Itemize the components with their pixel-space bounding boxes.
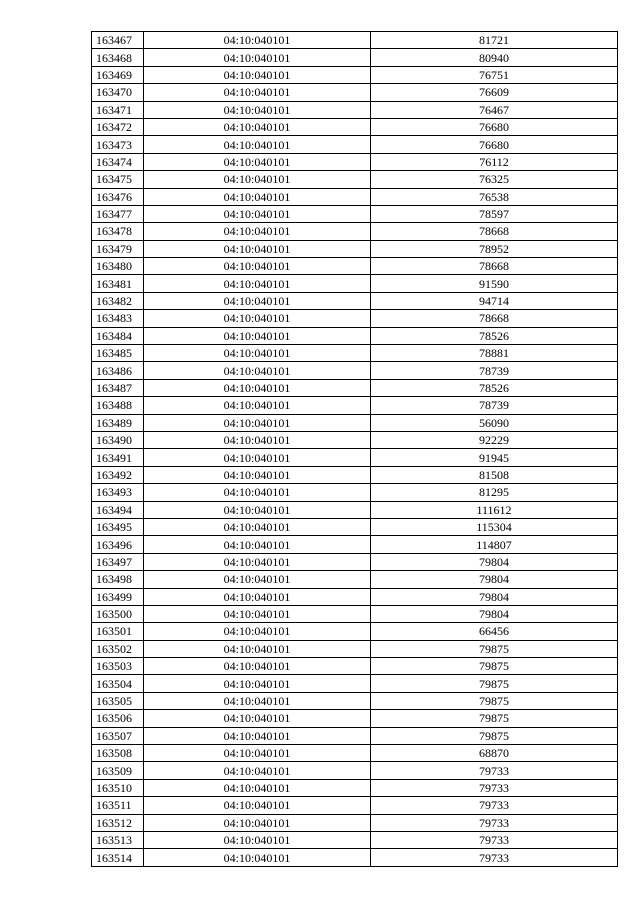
table-row — [92, 171, 618, 188]
table-row — [92, 762, 618, 779]
code-cell: 04:10:040101 — [144, 484, 371, 501]
row-id-cell: 163467 — [92, 32, 144, 49]
value-cell: 79875 — [371, 658, 618, 675]
value-cell: 79804 — [371, 571, 618, 588]
table-row — [92, 32, 618, 49]
code-cell: 04:10:040101 — [144, 136, 371, 153]
value-cell: 115304 — [371, 518, 618, 535]
value-cell: 78668 — [371, 258, 618, 275]
table-row — [92, 362, 618, 379]
table-row — [92, 327, 618, 344]
row-id-cell: 163485 — [92, 345, 144, 362]
row-id-cell: 163498 — [92, 571, 144, 588]
row-id-cell: 163507 — [92, 727, 144, 744]
row-id-cell: 163509 — [92, 762, 144, 779]
row-id-cell: 163511 — [92, 797, 144, 814]
table-row — [92, 640, 618, 657]
row-id-cell: 163495 — [92, 518, 144, 535]
table-row — [92, 605, 618, 622]
value-cell: 78739 — [371, 397, 618, 414]
table-row — [92, 501, 618, 518]
table-row — [92, 101, 618, 118]
value-cell: 78739 — [371, 362, 618, 379]
table-row — [92, 223, 618, 240]
code-cell: 04:10:040101 — [144, 779, 371, 796]
code-cell: 04:10:040101 — [144, 797, 371, 814]
table-row — [92, 66, 618, 83]
row-id-cell: 163480 — [92, 258, 144, 275]
value-cell: 79875 — [371, 675, 618, 692]
code-cell: 04:10:040101 — [144, 379, 371, 396]
row-id-cell: 163493 — [92, 484, 144, 501]
table-row — [92, 240, 618, 257]
code-cell: 04:10:040101 — [144, 240, 371, 257]
value-cell: 92229 — [371, 431, 618, 448]
value-cell: 78668 — [371, 310, 618, 327]
table-row — [92, 623, 618, 640]
table-row — [92, 710, 618, 727]
code-cell: 04:10:040101 — [144, 831, 371, 848]
code-cell: 04:10:040101 — [144, 605, 371, 622]
code-cell: 04:10:040101 — [144, 258, 371, 275]
value-cell: 81295 — [371, 484, 618, 501]
code-cell: 04:10:040101 — [144, 571, 371, 588]
row-id-cell: 163489 — [92, 414, 144, 431]
value-cell: 76680 — [371, 136, 618, 153]
table-row — [92, 153, 618, 170]
row-id-cell: 163483 — [92, 310, 144, 327]
code-cell: 04:10:040101 — [144, 536, 371, 553]
code-cell: 04:10:040101 — [144, 292, 371, 309]
table-row — [92, 518, 618, 535]
table-row — [92, 692, 618, 709]
table-row — [92, 431, 618, 448]
value-cell: 79733 — [371, 762, 618, 779]
value-cell: 76325 — [371, 171, 618, 188]
row-id-cell: 163482 — [92, 292, 144, 309]
table-row — [92, 814, 618, 831]
table-row — [92, 118, 618, 135]
row-id-cell: 163478 — [92, 223, 144, 240]
row-id-cell: 163514 — [92, 849, 144, 866]
row-id-cell: 163497 — [92, 553, 144, 570]
table-row — [92, 658, 618, 675]
code-cell: 04:10:040101 — [144, 275, 371, 292]
value-cell: 94714 — [371, 292, 618, 309]
row-id-cell: 163488 — [92, 397, 144, 414]
row-id-cell: 163504 — [92, 675, 144, 692]
row-id-cell: 163496 — [92, 536, 144, 553]
value-cell: 79875 — [371, 692, 618, 709]
row-id-cell: 163476 — [92, 188, 144, 205]
row-id-cell: 163487 — [92, 379, 144, 396]
row-id-cell: 163468 — [92, 49, 144, 66]
row-id-cell: 163494 — [92, 501, 144, 518]
code-cell: 04:10:040101 — [144, 66, 371, 83]
code-cell: 04:10:040101 — [144, 640, 371, 657]
table-row — [92, 536, 618, 553]
row-id-cell: 163470 — [92, 84, 144, 101]
table-row — [92, 275, 618, 292]
row-id-cell: 163490 — [92, 431, 144, 448]
value-cell: 78952 — [371, 240, 618, 257]
code-cell: 04:10:040101 — [144, 710, 371, 727]
value-cell: 78881 — [371, 345, 618, 362]
value-cell: 79875 — [371, 640, 618, 657]
value-cell: 81508 — [371, 466, 618, 483]
code-cell: 04:10:040101 — [144, 745, 371, 762]
code-cell: 04:10:040101 — [144, 623, 371, 640]
value-cell: 78668 — [371, 223, 618, 240]
code-cell: 04:10:040101 — [144, 588, 371, 605]
value-cell: 91945 — [371, 449, 618, 466]
row-id-cell: 163475 — [92, 171, 144, 188]
table-row — [92, 466, 618, 483]
value-cell: 79733 — [371, 831, 618, 848]
table-row — [92, 553, 618, 570]
code-cell: 04:10:040101 — [144, 414, 371, 431]
value-cell: 76751 — [371, 66, 618, 83]
value-cell: 76680 — [371, 118, 618, 135]
row-id-cell: 163473 — [92, 136, 144, 153]
row-id-cell: 163469 — [92, 66, 144, 83]
code-cell: 04:10:040101 — [144, 449, 371, 466]
row-id-cell: 163513 — [92, 831, 144, 848]
code-cell: 04:10:040101 — [144, 327, 371, 344]
code-cell: 04:10:040101 — [144, 310, 371, 327]
value-cell: 78597 — [371, 205, 618, 222]
code-cell: 04:10:040101 — [144, 49, 371, 66]
table-row — [92, 745, 618, 762]
row-id-cell: 163510 — [92, 779, 144, 796]
row-id-cell: 163501 — [92, 623, 144, 640]
code-cell: 04:10:040101 — [144, 849, 371, 866]
table-row — [92, 849, 618, 866]
row-id-cell: 163502 — [92, 640, 144, 657]
row-id-cell: 163506 — [92, 710, 144, 727]
row-id-cell: 163479 — [92, 240, 144, 257]
code-cell: 04:10:040101 — [144, 345, 371, 362]
row-id-cell: 163508 — [92, 745, 144, 762]
row-id-cell: 163505 — [92, 692, 144, 709]
row-id-cell: 163512 — [92, 814, 144, 831]
value-cell: 81721 — [371, 32, 618, 49]
value-cell: 56090 — [371, 414, 618, 431]
table-row — [92, 345, 618, 362]
code-cell: 04:10:040101 — [144, 658, 371, 675]
value-cell: 78526 — [371, 379, 618, 396]
row-id-cell: 163492 — [92, 466, 144, 483]
code-cell: 04:10:040101 — [144, 692, 371, 709]
code-cell: 04:10:040101 — [144, 814, 371, 831]
table-row — [92, 797, 618, 814]
table-row — [92, 258, 618, 275]
table-row — [92, 414, 618, 431]
value-cell: 79733 — [371, 814, 618, 831]
row-id-cell: 163477 — [92, 205, 144, 222]
table-row — [92, 779, 618, 796]
row-id-cell: 163471 — [92, 101, 144, 118]
code-cell: 04:10:040101 — [144, 501, 371, 518]
row-id-cell: 163474 — [92, 153, 144, 170]
table-row — [92, 397, 618, 414]
table-row — [92, 49, 618, 66]
code-cell: 04:10:040101 — [144, 223, 371, 240]
value-cell: 76538 — [371, 188, 618, 205]
code-cell: 04:10:040101 — [144, 518, 371, 535]
value-cell: 76467 — [371, 101, 618, 118]
value-cell: 79733 — [371, 849, 618, 866]
code-cell: 04:10:040101 — [144, 762, 371, 779]
code-cell: 04:10:040101 — [144, 431, 371, 448]
table-body — [92, 32, 618, 867]
table-row — [92, 588, 618, 605]
code-cell: 04:10:040101 — [144, 188, 371, 205]
table-row — [92, 292, 618, 309]
row-id-cell: 163499 — [92, 588, 144, 605]
value-cell: 68870 — [371, 745, 618, 762]
row-id-cell: 163491 — [92, 449, 144, 466]
value-cell: 79733 — [371, 797, 618, 814]
code-cell: 04:10:040101 — [144, 727, 371, 744]
table-row — [92, 831, 618, 848]
table-row — [92, 310, 618, 327]
code-cell: 04:10:040101 — [144, 101, 371, 118]
code-cell: 04:10:040101 — [144, 84, 371, 101]
code-cell: 04:10:040101 — [144, 553, 371, 570]
value-cell: 78526 — [371, 327, 618, 344]
table-row — [92, 379, 618, 396]
code-cell: 04:10:040101 — [144, 32, 371, 49]
value-cell: 76112 — [371, 153, 618, 170]
row-id-cell: 163472 — [92, 118, 144, 135]
code-cell: 04:10:040101 — [144, 675, 371, 692]
row-id-cell: 163503 — [92, 658, 144, 675]
value-cell: 66456 — [371, 623, 618, 640]
row-id-cell: 163484 — [92, 327, 144, 344]
table-row — [92, 136, 618, 153]
value-cell: 91590 — [371, 275, 618, 292]
value-cell: 79804 — [371, 588, 618, 605]
table-row — [92, 205, 618, 222]
value-cell: 79733 — [371, 779, 618, 796]
code-cell: 04:10:040101 — [144, 171, 371, 188]
value-cell: 80940 — [371, 49, 618, 66]
table-row — [92, 727, 618, 744]
value-cell: 79875 — [371, 710, 618, 727]
value-cell: 114807 — [371, 536, 618, 553]
code-cell: 04:10:040101 — [144, 466, 371, 483]
value-cell: 79804 — [371, 605, 618, 622]
value-cell: 79875 — [371, 727, 618, 744]
table-row — [92, 484, 618, 501]
value-cell: 111612 — [371, 501, 618, 518]
row-id-cell: 163500 — [92, 605, 144, 622]
table-row — [92, 84, 618, 101]
code-cell: 04:10:040101 — [144, 205, 371, 222]
table-row — [92, 449, 618, 466]
row-id-cell: 163486 — [92, 362, 144, 379]
code-cell: 04:10:040101 — [144, 362, 371, 379]
table-row — [92, 188, 618, 205]
table-row — [92, 571, 618, 588]
code-cell: 04:10:040101 — [144, 153, 371, 170]
data-table — [91, 31, 618, 867]
row-id-cell: 163481 — [92, 275, 144, 292]
value-cell: 79804 — [371, 553, 618, 570]
value-cell: 76609 — [371, 84, 618, 101]
table-row — [92, 675, 618, 692]
code-cell: 04:10:040101 — [144, 118, 371, 135]
code-cell: 04:10:040101 — [144, 397, 371, 414]
